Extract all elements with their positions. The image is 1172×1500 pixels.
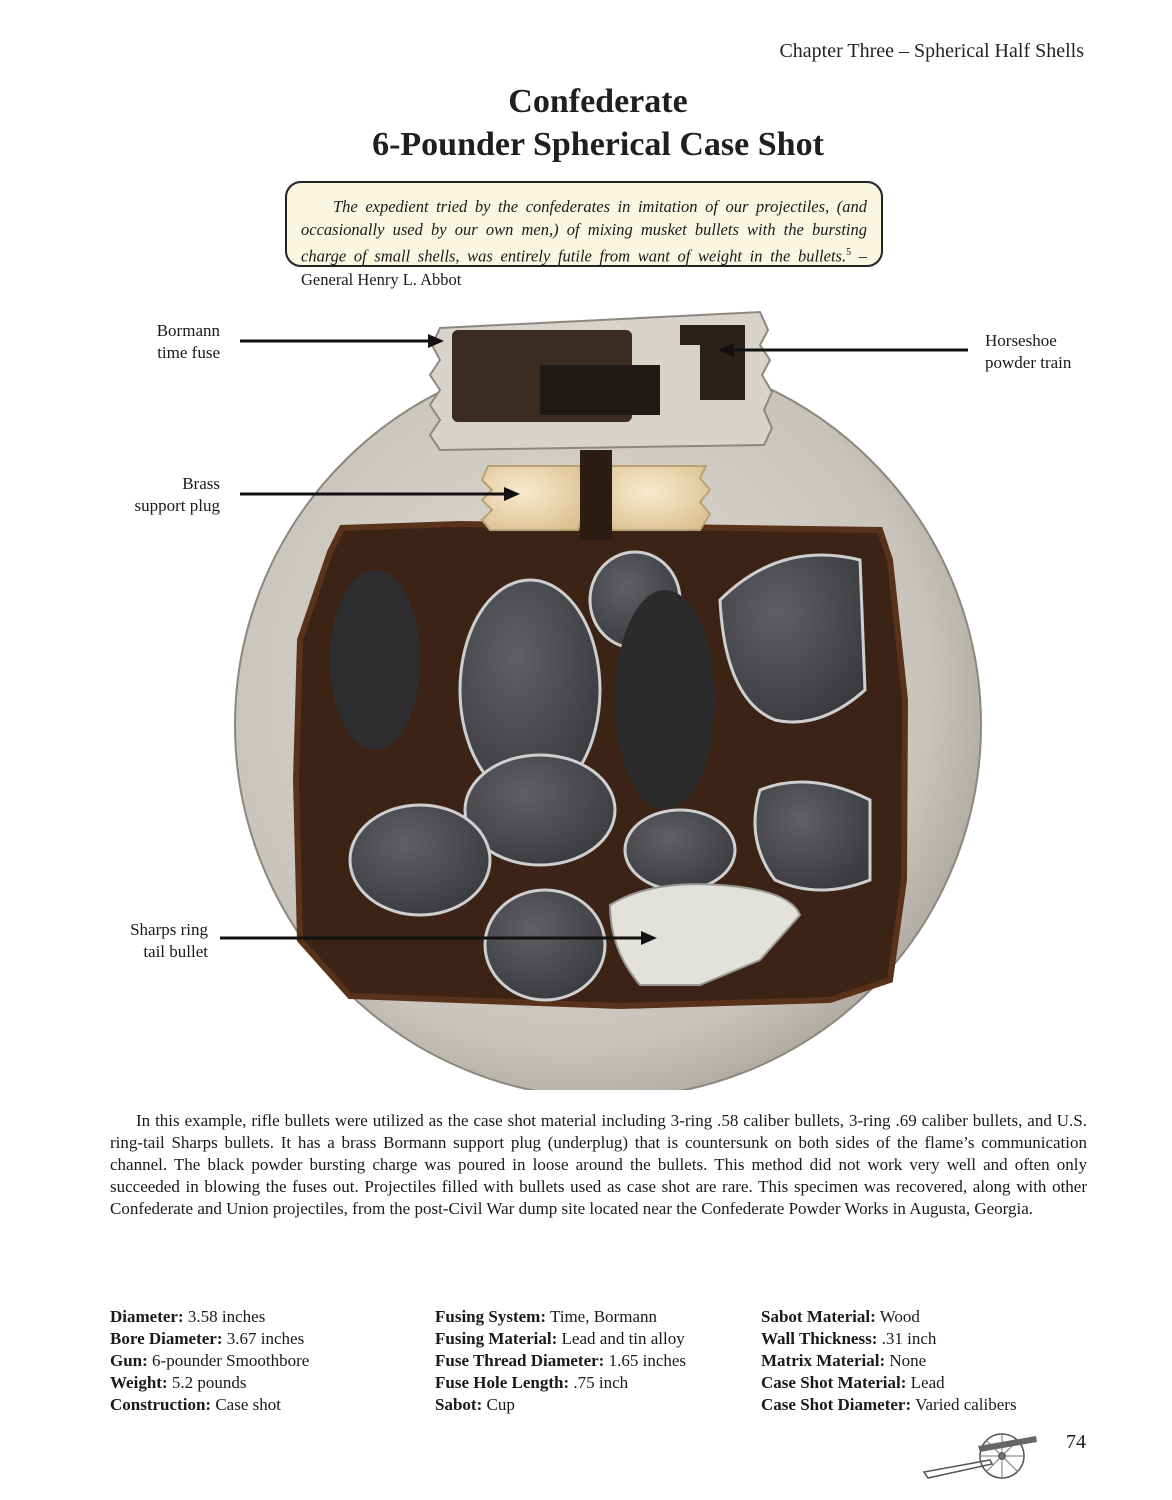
spec-value: None: [889, 1351, 927, 1370]
callout-line: Brass: [182, 474, 220, 493]
callout-line: support plug: [134, 496, 220, 515]
spec-row: [435, 1372, 686, 1394]
title-line-1: Confederate: [508, 83, 688, 120]
callout-line: Bormann: [156, 321, 220, 340]
spec-value: Time, Bormann: [549, 1307, 657, 1326]
quote-attribution: – General Henry L. Abbot: [301, 246, 868, 289]
spec-row: [110, 1328, 309, 1350]
spec-row: [110, 1350, 309, 1372]
specs-column-3: [761, 1306, 1017, 1416]
spec-value: .31 inch: [881, 1329, 937, 1348]
spec-row: [761, 1306, 1017, 1328]
spec-value: 6-pounder Smoothbore: [152, 1351, 310, 1370]
spec-row: [110, 1306, 309, 1328]
spec-row: [761, 1328, 1017, 1350]
spec-value: Varied calibers: [915, 1395, 1017, 1414]
spec-row: [435, 1306, 686, 1328]
bullet: [625, 810, 735, 890]
bullet: [330, 570, 420, 750]
cannon-icon: [920, 1424, 1040, 1484]
spec-label: Case Shot Diameter:: [761, 1395, 912, 1414]
spec-value: .75 inch: [573, 1373, 629, 1392]
brass-support-plug-left: [482, 466, 585, 530]
bullet: [485, 890, 605, 1000]
quote-text: The expedient tried by the confederates in imitation of our projectiles, (and occasionally used by our own men,) of mixing musket bullets with the bursting charge of small shells, was entirely futile from want of weight in the bullets.: [301, 197, 867, 266]
spec-row: [435, 1328, 686, 1350]
spec-label: Sabot:: [435, 1395, 483, 1414]
spec-value: 5.2 pounds: [171, 1373, 247, 1392]
bullet: [615, 590, 715, 810]
callout-bormann-time-fuse: [100, 320, 220, 364]
spec-value: 3.58 inches: [187, 1307, 266, 1326]
spec-row: [761, 1350, 1017, 1372]
spec-label: Weight:: [110, 1373, 168, 1392]
spec-value: Lead and tin alloy: [561, 1329, 685, 1348]
callout-line: powder train: [985, 353, 1072, 372]
spec-label: Gun:: [110, 1351, 148, 1370]
spec-value: Cup: [486, 1395, 515, 1414]
spec-label: Construction:: [110, 1395, 212, 1414]
spec-label: Bore Diameter:: [110, 1329, 223, 1348]
spec-label: Fusing Material:: [435, 1329, 558, 1348]
spec-label: Sabot Material:: [761, 1307, 876, 1326]
callout-sharps-ring-tail-bullet: [90, 919, 208, 963]
spec-label: Fuse Hole Length:: [435, 1373, 570, 1392]
spec-row: [761, 1394, 1017, 1416]
callout-line: time fuse: [157, 343, 220, 362]
spec-label: Wall Thickness:: [761, 1329, 878, 1348]
bullet: [755, 782, 870, 890]
title-line-2: 6-Pounder Spherical Case Shot: [372, 126, 824, 163]
spec-row: [435, 1350, 686, 1372]
cross-section-photo: [160, 290, 1020, 1090]
spec-label: Diameter:: [110, 1307, 184, 1326]
specs-column-1: [110, 1306, 309, 1416]
spec-row: [110, 1372, 309, 1394]
spec-row: [435, 1394, 686, 1416]
spec-value: Case shot: [215, 1395, 281, 1414]
callout-line: Sharps ring: [130, 920, 208, 939]
spec-value: Wood: [879, 1307, 920, 1326]
spec-value: 3.67 inches: [226, 1329, 305, 1348]
callout-line: Horseshoe: [985, 331, 1057, 350]
page-title: [0, 80, 1172, 166]
spec-value: 1.65 inches: [608, 1351, 687, 1370]
flame-channel: [580, 450, 612, 540]
callout-line: tail bullet: [143, 942, 208, 961]
spec-label: Matrix Material:: [761, 1351, 886, 1370]
spec-row: [761, 1372, 1017, 1394]
callout-brass-support-plug: [90, 473, 220, 517]
callout-horseshoe-powder-train: [985, 330, 1105, 374]
brass-support-plug-right: [607, 466, 710, 530]
quote-footnote: 5: [846, 247, 852, 258]
spec-label: Fusing System:: [435, 1307, 546, 1326]
chapter-header: Chapter Three – Spherical Half Shells: [779, 40, 1084, 62]
spec-value: Lead: [910, 1373, 945, 1392]
spec-row: [110, 1394, 309, 1416]
spec-label: Case Shot Material:: [761, 1373, 907, 1392]
quote-box: [285, 181, 883, 289]
quote-paragraph: [301, 195, 867, 291]
spec-label: Fuse Thread Diameter:: [435, 1351, 605, 1370]
bullet: [350, 805, 490, 915]
page-number: 74: [1066, 1431, 1086, 1453]
specs-column-2: [435, 1306, 686, 1416]
fuse-chamber: [540, 365, 660, 415]
body-paragraph: In this example, rifle bullets were utilized as the case shot material including 3-ring .58 caliber bullets, 3-ring .69 caliber bullets, and U.S. ring-tail Sharps bullets. It has a brass Bormann support plug (underplug) that is countersunk on both sides of the flame’s communication channel. The black powder bursting charge was poured in loose around the bullets. This method did not work very well and often only succeeded in blowing the fuses out. Projectiles filled with bullets used as case shot are rare. This specimen was recovered, along with other Confederate and Union projectiles, from the post-Civil War dump site located near the Confederate Powder Works in Augusta, Georgia.: [110, 1111, 1087, 1218]
